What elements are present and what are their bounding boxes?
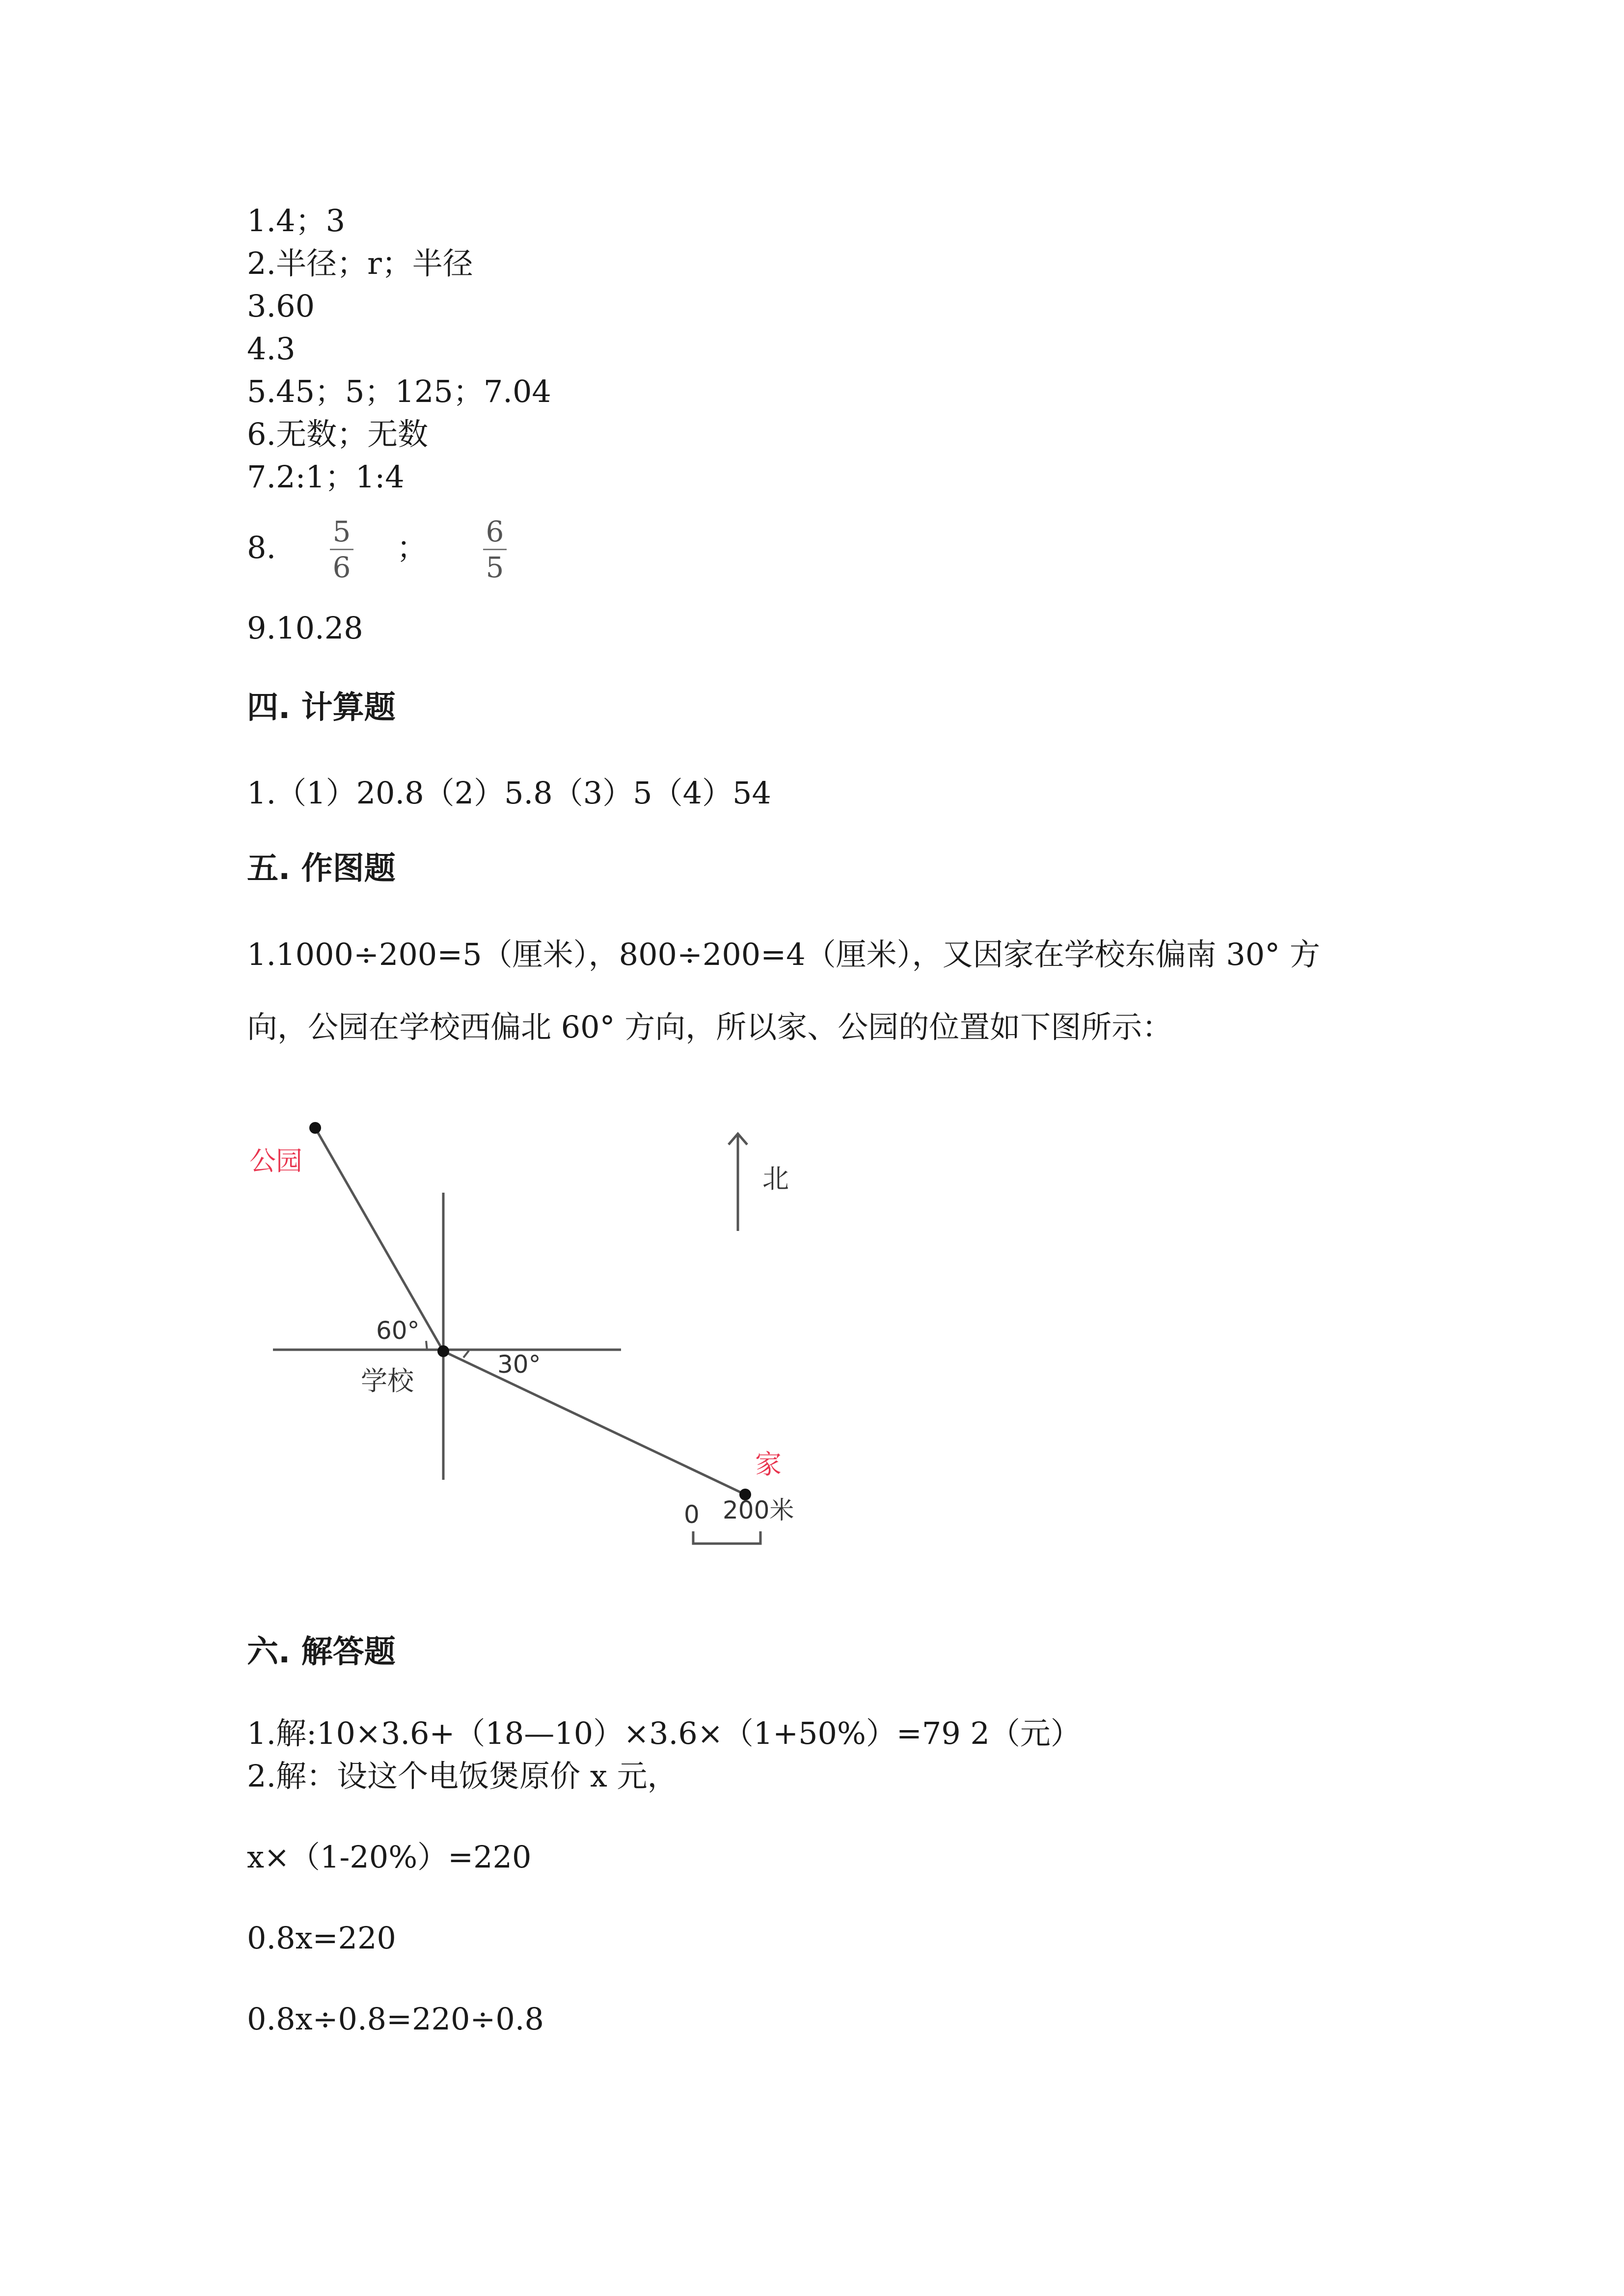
- section-heading-drawing: 五. 作图题: [247, 851, 396, 887]
- park-label: 公园: [249, 1146, 302, 1176]
- fraction-denominator: 6: [332, 551, 351, 584]
- answer-line-2: 2.半径；r；半径: [247, 245, 473, 281]
- solution-line-3: x×（1-20%）=220: [247, 1839, 532, 1875]
- north-label: 北: [762, 1163, 789, 1194]
- answer-8-separator: ；: [397, 530, 428, 565]
- angle-60-label: 60°: [376, 1316, 420, 1345]
- angle-60-mark: [426, 1341, 427, 1351]
- school-point: [437, 1345, 449, 1357]
- answer-8-prefix: 8.: [247, 530, 276, 565]
- drawing-answer-line-2: 向，公园在学校西偏北 60° 方向，所以家、公园的位置如下图所示：: [247, 1009, 1173, 1045]
- solution-line-4: 0.8x=220: [247, 1920, 396, 1956]
- answer-line-9: 9.10.28: [247, 610, 363, 646]
- solution-line-1: 1.解:10×3.6+（18—10）×3.6×（1+50%）=79 2（元）: [247, 1715, 1081, 1751]
- park-point: [309, 1122, 321, 1134]
- answer-line-7: 7.2:1；1:4: [247, 459, 405, 495]
- school-to-home-line: [443, 1351, 745, 1495]
- calculation-answer-1: 1.（1）20.8（2）5.8（3）5（4）54: [247, 775, 771, 811]
- answer-line-4: 4.3: [247, 331, 296, 367]
- answer-line-6: 6.无数；无数: [247, 416, 429, 452]
- home-label: 家: [755, 1449, 782, 1480]
- fraction-numerator: 5: [332, 515, 351, 548]
- scale-value-label: 200米: [723, 1496, 794, 1524]
- school-label: 学校: [361, 1365, 414, 1396]
- section-heading-solutions: 六. 解答题: [247, 1634, 396, 1670]
- fraction-denominator: 5: [486, 551, 504, 584]
- scale-zero-label: 0: [684, 1500, 700, 1529]
- drawing-answer-line-1: 1.1000÷200=5（厘米），800÷200=4（厘米），又因家在学校东偏南 30° 方: [247, 936, 1320, 972]
- solution-line-2: 2.解：设这个电饭煲原价 x 元，: [247, 1758, 678, 1794]
- angle-30-label: 30°: [497, 1350, 541, 1379]
- section-heading-calculation: 四. 计算题: [247, 690, 396, 726]
- scale-bar: [693, 1531, 760, 1544]
- fraction-numerator: 6: [486, 515, 504, 548]
- solution-line-5: 0.8x÷0.8=220÷0.8: [247, 2001, 544, 2037]
- answer-line-5: 5.45；5；125；7.04: [247, 374, 551, 409]
- angle-30-mark: [463, 1351, 469, 1358]
- answer-line-3: 3.60: [247, 288, 315, 324]
- answer-line-1: 1.4；3: [247, 203, 346, 239]
